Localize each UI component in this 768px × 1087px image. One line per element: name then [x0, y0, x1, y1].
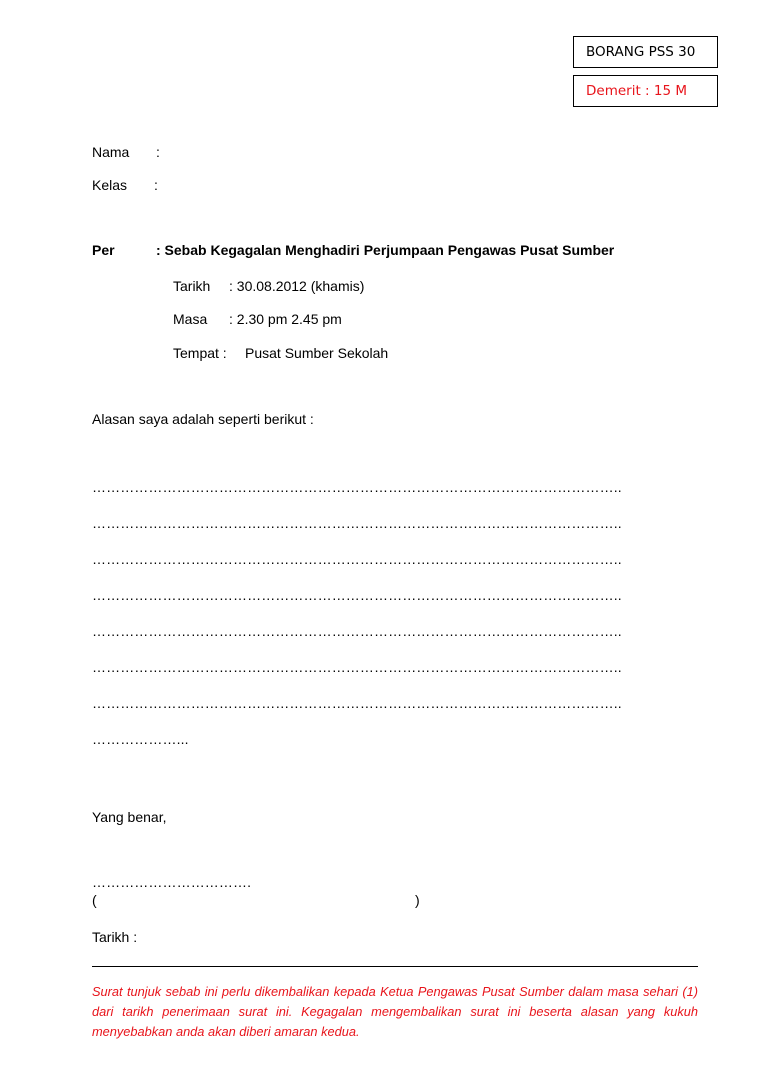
per-label: Per	[92, 242, 115, 258]
paren-close: )	[415, 892, 420, 908]
reason-line: …………………………………………………………………………………………………..	[92, 515, 622, 531]
form-code: BORANG PSS 30	[586, 44, 696, 60]
reason-line: …………………………………………………………………………………………………..	[92, 659, 622, 675]
tarikh-label: Tarikh	[173, 278, 211, 294]
reason-intro: Alasan saya adalah seperti berikut :	[92, 411, 314, 427]
signoff-tarikh: Tarikh :	[92, 929, 138, 945]
masa-value: : 2.30 pm 2.45 pm	[229, 311, 342, 327]
footer-divider	[92, 966, 698, 967]
paren-open: (	[92, 892, 97, 908]
tarikh-value: : 30.08.2012 (khamis)	[229, 278, 365, 294]
demerit-text: Demerit : 15 M	[586, 83, 687, 99]
kelas-colon: :	[154, 177, 158, 193]
reason-line-end: ………………...	[92, 731, 189, 747]
masa-label: Masa	[173, 311, 208, 327]
kelas-label: Kelas	[92, 177, 128, 193]
closing: Yang benar,	[92, 809, 167, 825]
reason-line: …………………………………………………………………………………………………..	[92, 623, 622, 639]
form-code-box	[573, 36, 718, 68]
demerit-box	[573, 75, 718, 107]
footer-note: Surat tunjuk sebab ini perlu dikembalikan kepada Ketua Pengawas Pusat Sumber dalam masa sehari (1) dari tarikh penerimaan surat ini. Kegagalan mengembalikan surat ini beserta alasan yang kukuh menyebabkan anda akan diberi amaran kedua.	[92, 984, 698, 1039]
reason-line: …………………………………………………………………………………………………..	[92, 695, 622, 711]
nama-colon: :	[156, 144, 160, 160]
reason-line: …………………………………………………………………………………………………..	[92, 479, 622, 495]
reason-line: …………………………………………………………………………………………………..	[92, 551, 622, 567]
nama-label: Nama	[92, 144, 130, 160]
tempat-value: Pusat Sumber Sekolah	[245, 345, 389, 361]
signature-line: …………………………….	[92, 874, 252, 890]
reason-line: …………………………………………………………………………………………………..	[92, 587, 622, 603]
per-text: : Sebab Kegagalan Menghadiri Perjumpaan Pengawas Pusat Sumber	[156, 242, 615, 258]
tempat-label: Tempat :	[173, 345, 227, 361]
